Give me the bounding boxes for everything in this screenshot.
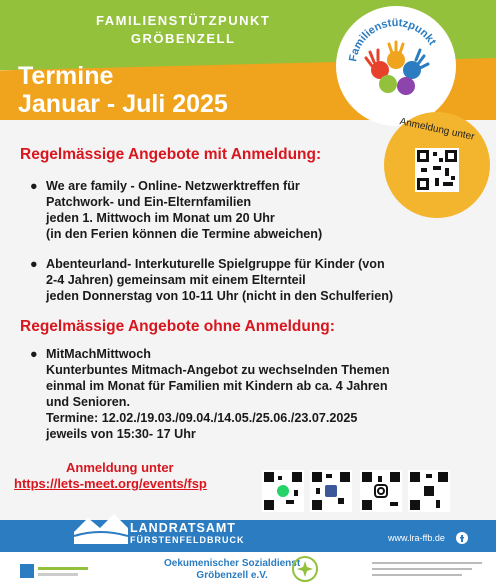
link-icon[interactable] <box>408 470 450 512</box>
item-line: einmal im Monat für Familien mit Kindern ab ca. 4 Jahren <box>46 379 388 393</box>
landratsamt-name <box>130 522 245 546</box>
item-line: We are family - Online- Netzwerktreffen für <box>46 179 300 193</box>
badge-label: Anmeldung unter <box>398 116 476 143</box>
item-line: MitMachMittwoch <box>46 347 151 361</box>
page-title <box>18 62 228 118</box>
title-line-2: Januar - Juli 2025 <box>18 90 228 118</box>
item-line: 2-4 Jahren) gemeinsam mit einem Elternteil <box>46 273 306 287</box>
oek-emblem-icon <box>292 556 318 582</box>
item-line: jeden 1. Mittwoch im Monat um 20 Uhr <box>46 211 275 225</box>
brand-title <box>96 12 270 48</box>
oek-line-1: Oekumenischer Sozialdienst <box>164 558 301 569</box>
registration-link[interactable]: https://lets-meet.org/events/fsp <box>14 476 207 491</box>
facebook-icon[interactable] <box>310 470 352 512</box>
section-heading-with-registration: Regelmässige Angebote mit Anmeldung: <box>20 146 322 163</box>
item-line: jeweils von 15:30- 17 Uhr <box>46 427 196 441</box>
item-line: jeden Donnerstag von 10-11 Uhr (nicht in den Schulferien) <box>46 289 394 303</box>
item-line: Kunterbuntes Mitmach-Angebot zu wechselnden Themen <box>46 363 390 377</box>
bullet-icon: ● <box>30 347 38 361</box>
imprint-text-block <box>372 560 484 580</box>
section-heading-without-registration: Regelmässige Angebote ohne Anmeldung: <box>20 318 335 335</box>
item-line: Termine: 12.02./19.03./09.04./14.05./25.06./23.07.2025 <box>46 411 358 425</box>
lra-line-2: FÜRSTENFELDBRUCK <box>130 535 245 545</box>
brand-line-2: GRÖBENZELL <box>130 31 236 46</box>
instagram-icon[interactable] <box>360 470 402 512</box>
item-line: Abenteurland- Interkuturelle Spielgruppe für Kinder (von <box>46 257 385 271</box>
registration-label: Anmeldung unter <box>66 460 174 475</box>
oekumenischer-sozialdienst <box>164 558 300 582</box>
lra-line-1: LANDRATSAMT <box>130 521 236 535</box>
qr-registration-badge <box>384 112 490 218</box>
item-line: Patchwork- und Ein-Elternfamilien <box>46 195 252 209</box>
website-url[interactable]: www.lra-ffb.de <box>388 533 445 543</box>
brand-line-1: FAMILIENSTÜTZPUNKT <box>96 13 271 28</box>
landratsamt-logo-icon <box>70 506 130 546</box>
familienstuetzpunkt-logo <box>338 8 454 124</box>
item-line: und Senioren. <box>46 395 130 409</box>
oek-line-2: Gröbenzell e.V. <box>196 570 268 581</box>
title-line-1: Termine <box>18 62 114 90</box>
facebook-small-icon[interactable] <box>456 532 468 544</box>
whatsapp-icon[interactable] <box>262 470 304 512</box>
item-line: (in den Ferien können die Termine abweichen) <box>46 227 323 241</box>
sponsor-logo-icon <box>20 562 90 580</box>
logo-text: Familienstützpunkt <box>347 16 439 63</box>
bullet-icon: ● <box>30 179 38 193</box>
registration-qr-code[interactable] <box>415 148 459 192</box>
hands-logo-icon <box>338 8 454 124</box>
bullet-icon: ● <box>30 257 38 271</box>
